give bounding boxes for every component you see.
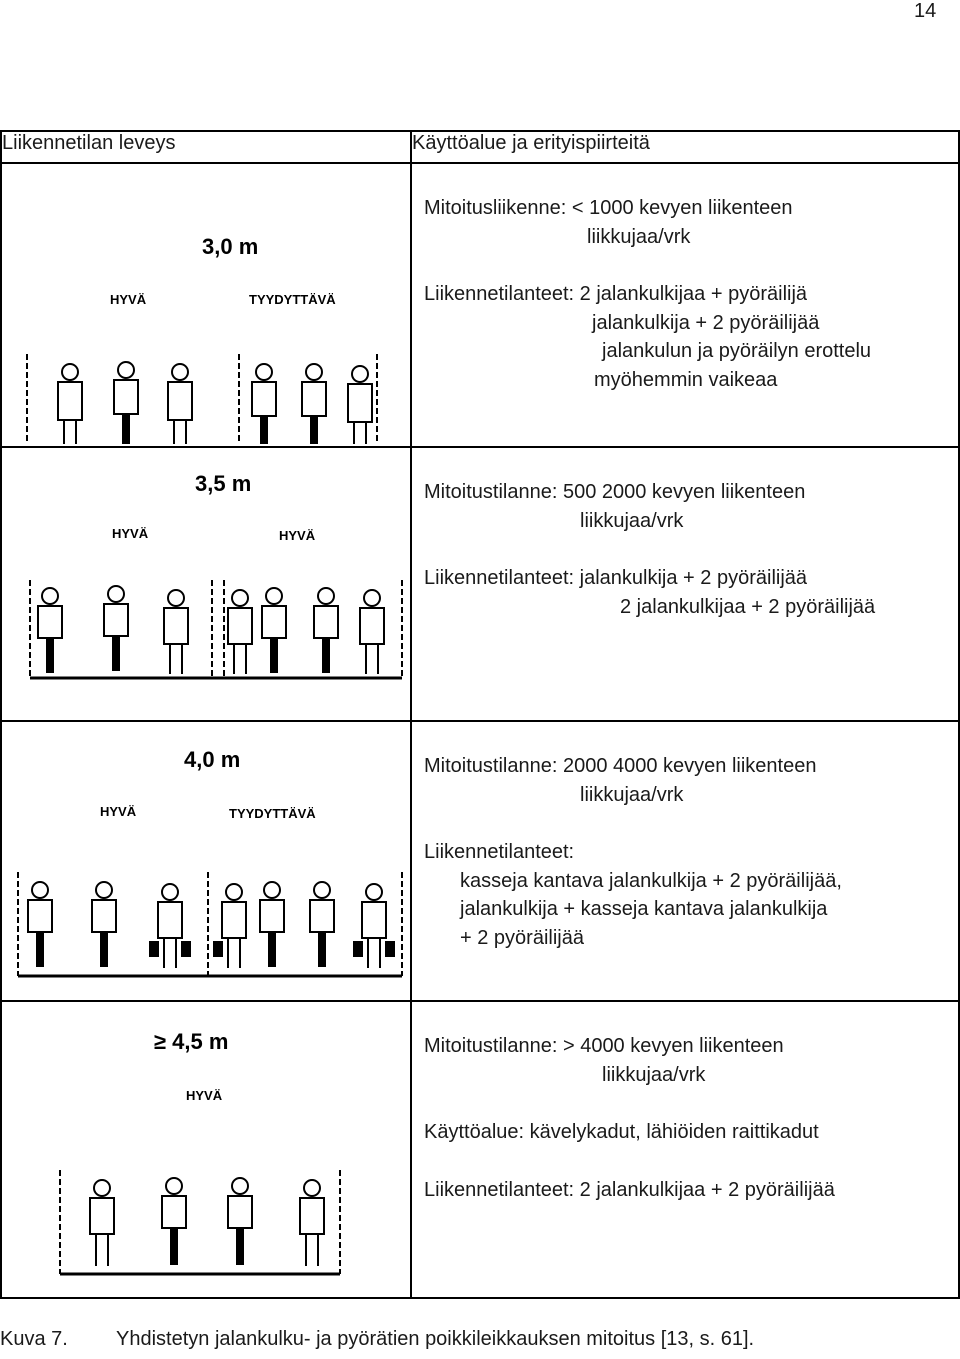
description-line: jalankulkija + 2 pyöräilijää bbox=[592, 311, 820, 334]
description-line: myöhemmin vaikeaa bbox=[594, 368, 778, 391]
cross-section-figure-4-5 bbox=[2, 1002, 408, 1295]
description-line: jalankulkija + kasseja kantava jalankulkija bbox=[460, 898, 828, 920]
description-line: + 2 pyöräilijää bbox=[460, 926, 584, 949]
table-header-row bbox=[1, 131, 959, 163]
figure-caption bbox=[0, 1328, 754, 1351]
page-number: 14 bbox=[914, 0, 937, 22]
quality-label: TYYDYTTÄVÄ bbox=[249, 292, 336, 307]
description-line: liikkujaa/vrk bbox=[580, 509, 684, 532]
header-usage: Käyttöalue ja erityispiirteitä bbox=[411, 131, 959, 163]
cyclist-icon bbox=[310, 882, 334, 966]
cyclist-icon bbox=[252, 364, 276, 444]
description-line: liikkujaa/vrk bbox=[587, 225, 691, 248]
pedestrian-icon bbox=[90, 1180, 114, 1266]
quality-label: TYYDYTTÄVÄ bbox=[229, 806, 316, 821]
pedestrian-icon bbox=[58, 364, 82, 444]
description-line: 2 jalankulkijaa + 2 pyöräilijää bbox=[620, 595, 876, 618]
pedestrian-icon bbox=[228, 590, 252, 674]
quality-label: HYVÄ bbox=[100, 804, 137, 819]
cyclist-icon bbox=[114, 362, 138, 444]
cross-section-figure-3-5 bbox=[2, 448, 408, 718]
description-line: Liikennetilanteet: 2 jalankulkijaa + pyöräilijä bbox=[424, 283, 808, 305]
description-line: Liikennetilanteet: 2 jalankulkijaa + 2 pyöräilijää bbox=[424, 1178, 835, 1201]
cyclist-icon bbox=[314, 588, 338, 672]
pedestrian-icon bbox=[300, 1180, 324, 1266]
description-cell bbox=[411, 447, 959, 721]
cyclist-icon bbox=[162, 1178, 186, 1264]
caption-label: Kuva 7. bbox=[0, 1328, 68, 1350]
description-line: Liikennetilanteet: jalankulkija + 2 pyöräilijää bbox=[424, 567, 808, 589]
table-row bbox=[1, 163, 959, 447]
figure-cell bbox=[1, 447, 411, 721]
cyclist-icon bbox=[302, 364, 326, 444]
quality-label: HYVÄ bbox=[112, 526, 149, 541]
figure-cell bbox=[1, 163, 411, 447]
figure-cell bbox=[1, 721, 411, 1001]
description-line: kasseja kantava jalankulkija + 2 pyöräilijää, bbox=[460, 869, 842, 892]
width-label: ≥ 4,5 m bbox=[154, 1029, 229, 1054]
pedestrian-with-bags-icon bbox=[214, 884, 246, 968]
cyclist-icon bbox=[38, 588, 62, 672]
cyclist-icon bbox=[104, 586, 128, 670]
cross-section-figure-3-0 bbox=[2, 164, 408, 444]
description-line: Mitoitusliikenne: < 1000 kevyen liikenteen bbox=[424, 197, 793, 219]
quality-label: HYVÄ bbox=[110, 292, 147, 307]
pedestrian-icon bbox=[164, 590, 188, 674]
cyclist-icon bbox=[262, 588, 286, 672]
width-label: 3,0 m bbox=[202, 234, 259, 259]
pedestrian-with-bags-icon bbox=[354, 884, 394, 968]
width-label: 3,5 m bbox=[195, 471, 252, 496]
cyclist-icon bbox=[28, 882, 52, 966]
cyclist-icon bbox=[260, 882, 284, 966]
width-label: 4,0 m bbox=[184, 747, 241, 772]
cross-section-table bbox=[0, 130, 960, 1299]
description-cell bbox=[411, 721, 959, 1001]
cross-section-figure-4-0 bbox=[2, 722, 408, 998]
pedestrian-icon bbox=[168, 364, 192, 444]
description-line: Liikennetilanteet: bbox=[424, 841, 575, 863]
quality-label: HYVÄ bbox=[279, 528, 316, 543]
description-line: liikkujaa/vrk bbox=[580, 783, 684, 806]
pedestrian-icon bbox=[348, 366, 372, 444]
description-cell bbox=[411, 1001, 959, 1298]
table-row bbox=[1, 447, 959, 721]
description-line: Mitoitustilanne: > 4000 kevyen liikenteen bbox=[424, 1035, 784, 1057]
caption-text: Yhdistetyn jalankulku- ja pyörätien poikkileikkauksen mitoitus [13, s. 61]. bbox=[116, 1328, 755, 1350]
table-row bbox=[1, 1001, 959, 1298]
description-line: Mitoitustilanne: 2000 4000 kevyen liikenteen bbox=[424, 755, 817, 777]
cyclist-icon bbox=[228, 1178, 252, 1264]
pedestrian-with-bags-icon bbox=[150, 884, 190, 968]
description-line: jalankulun ja pyöräilyn erottelu bbox=[602, 340, 872, 362]
description-line: liikkujaa/vrk bbox=[602, 1063, 706, 1086]
description-cell bbox=[411, 163, 959, 447]
cyclist-icon bbox=[92, 882, 116, 966]
figure-cell bbox=[1, 1001, 411, 1298]
description-line: Käyttöalue: kävelykadut, lähiöiden raittikadut bbox=[424, 1121, 819, 1143]
pedestrian-icon bbox=[360, 590, 384, 674]
quality-label: HYVÄ bbox=[186, 1088, 223, 1103]
header-width: Liikennetilan leveys bbox=[1, 131, 411, 163]
table-row bbox=[1, 721, 959, 1001]
description-line: Mitoitustilanne: 500 2000 kevyen liikenteen bbox=[424, 481, 806, 503]
